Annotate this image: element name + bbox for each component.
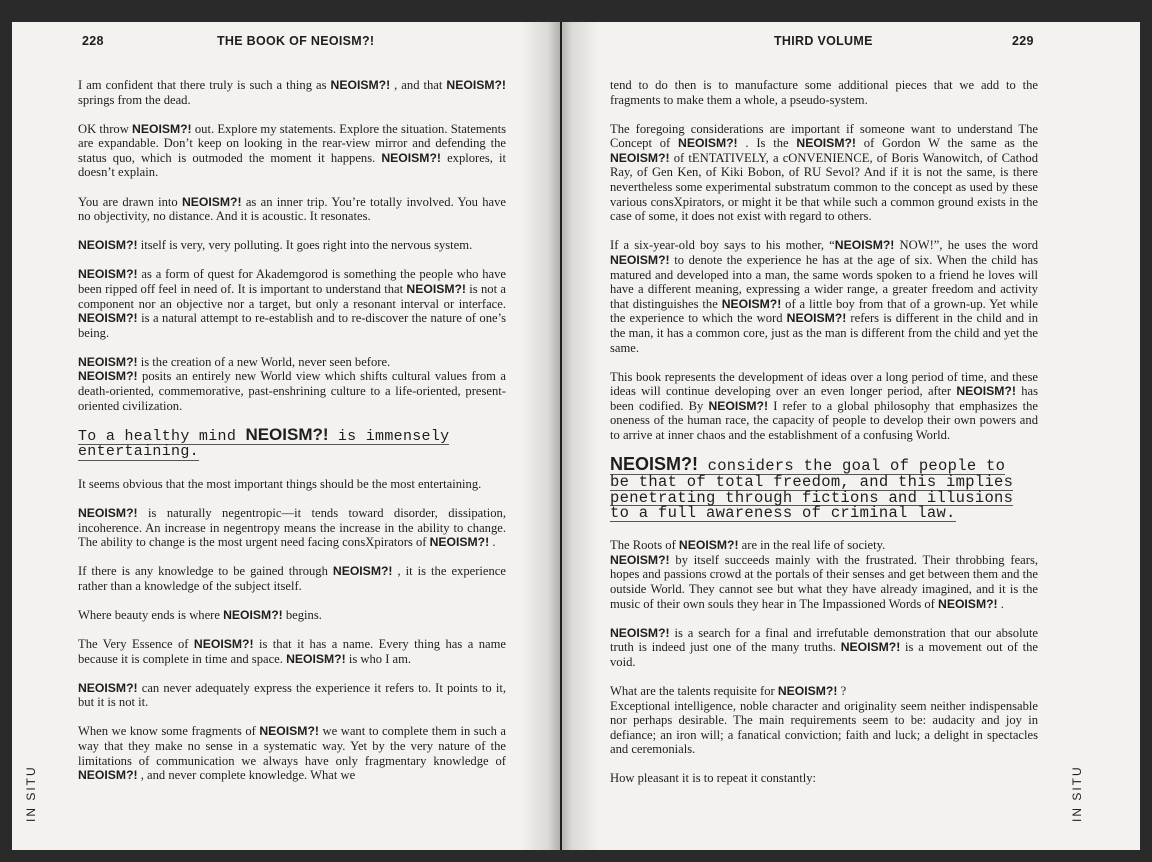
text-run: . [997, 596, 1004, 611]
neoism-term: NEOISM?! [429, 535, 490, 550]
paragraph [610, 626, 1038, 670]
paragraph [78, 608, 506, 623]
neoism-term: NEOISM?! [956, 384, 1016, 399]
page-number-right: 229 [1012, 34, 1034, 48]
text-run: The Roots of [610, 538, 679, 553]
text-run: . Is the [737, 136, 797, 151]
neoism-term: NEOISM?! [223, 607, 283, 622]
text-run: is a movement out of the void. [610, 640, 1038, 669]
mono-quote-line-2: entertaining. [78, 443, 199, 461]
text-run: NOW!”, he uses the word [894, 238, 1038, 253]
text-run: The Very Essence of [78, 637, 194, 652]
running-title-left: THE BOOK OF NEOISM?! [217, 34, 375, 48]
text-run: is naturally negentropic—it tends toward disorder, dissipation, incoherence. An increase in negentropy means the increase in the ability to change. The ability to change is the most urgent need facing consXpirators of [78, 505, 506, 550]
neoism-term: NEOISM?! [610, 552, 670, 567]
text-run: is who I am. [345, 651, 412, 666]
mono-block-line-2: be that of total freedom, and this implies [610, 472, 1014, 491]
neoism-term: NEOISM?! [610, 150, 670, 165]
text-run: This book represents the development of ideas over a long period of time, and these ideas will continue developing over an even longer period, after [610, 369, 1038, 399]
text-run: we want to complete them in such a way that they make no sense in a systematic way. Yet by the very nature of the limitations of communication we always have only fragmentary knowledge of [78, 724, 506, 768]
neoism-term: NEOISM?! [708, 398, 769, 413]
side-label-right: IN SITU [1070, 765, 1084, 822]
paragraph [78, 267, 506, 340]
text-run: The foregoing considerations are important if someone want to understand The Concept of [610, 121, 1038, 151]
right-page [562, 22, 1140, 850]
neoism-term: NEOISM?! [777, 684, 838, 698]
neoism-term: NEOISM?! [406, 281, 466, 296]
paragraph [610, 684, 1038, 757]
text-run: How pleasant it is to repeat it constantly: [610, 771, 817, 786]
neoism-term: NEOISM?! [834, 238, 895, 253]
paragraph [610, 122, 1038, 224]
text-run: is the creation of a new World, never seen before. [137, 354, 391, 369]
text-run: has been codified. By [610, 384, 1039, 413]
neoism-term: NEOISM?! [78, 768, 138, 783]
text-run: . [489, 535, 496, 550]
text-run: explores, it doesn’t explain. [78, 150, 507, 180]
page-number-left: 228 [82, 34, 104, 48]
text-run: If there is any knowledge to be gained through [78, 564, 333, 579]
paragraph [78, 355, 506, 413]
text-run: of Gordon W the same as the [855, 136, 1038, 151]
text-run: is that it has a name. Every thing has a name because it is complete in time and space. [78, 637, 506, 666]
text-run: OK throw [78, 121, 133, 136]
mono-quote-line-1: To a healthy mind NEOISM?! is immensely [78, 424, 450, 445]
text-run: If a six-year-old boy says to his mother, “ [610, 238, 835, 253]
paragraph [78, 477, 506, 492]
text-run: tend to do then is to manufacture some additional pieces that we add to the fragments to make them a whole, a pseudo-system. [610, 78, 1038, 107]
mono-block-line-3: penetrating through fictions and illusions [610, 488, 1014, 507]
paragraph [78, 637, 506, 666]
paragraph [78, 681, 506, 710]
neoism-term: NEOISM?! [78, 505, 138, 520]
text-run: can never adequately express the experience it refers to. It points to it, but it is not it. [78, 680, 506, 710]
paragraph [78, 195, 506, 224]
neoism-term: NEOISM?! [78, 267, 138, 282]
text-run: are in the real life of society. [738, 538, 886, 553]
right-mono-quote [610, 454, 1038, 523]
text-run: , and never complete knowledge. What we [137, 768, 356, 783]
left-paragraphs [78, 78, 506, 413]
text-run: What are the talents requisite for [610, 684, 778, 698]
neoism-term: NEOISM?! [259, 724, 319, 739]
text-run: as a form of quest for Akademgorod is something the people who have been ripped off feel in need of. It is important to understand that [78, 267, 506, 296]
text-run: Where beauty ends is where [78, 607, 224, 622]
neoism-term: NEOISM?! [332, 564, 393, 579]
neoism-term: NEOISM?! [938, 596, 998, 611]
left-page [12, 22, 560, 850]
right-paragraphs [610, 78, 1038, 443]
mono-block-line-4: to a full awareness of criminal law. [610, 504, 956, 523]
neoism-term: NEOISM?! [78, 238, 138, 253]
left-mono-quote [78, 424, 506, 461]
neoism-term: NEOISM?! [796, 136, 856, 151]
neoism-term: NEOISM?! [193, 637, 254, 652]
neoism-term: NEOISM?! [678, 538, 739, 553]
neoism-term: NEOISM?! [286, 651, 346, 666]
text-run: as an inner trip. You’re totally involved. You have no objectivity, no distance. And it is acoustic. It resonates. [78, 194, 506, 224]
text-run: of a little boy from that of a grown-up. Yet while the experience to which the word [610, 296, 1038, 326]
neoism-term: NEOISM?! [181, 194, 242, 209]
text-run: I am confident that there truly is such a thing as [78, 78, 331, 92]
side-label-left: IN SITU [24, 765, 38, 822]
neoism-term: NEOISM?! [132, 121, 192, 136]
neoism-term: NEOISM?! [840, 640, 901, 655]
neoism-term: NEOISM?! [78, 354, 138, 369]
text-run: by itself succeeds mainly with the frustrated. Their throbbing fears, hopes and passions crowd at the portals of their senses and get between them and the outside World. They cannot see but what they have already imagined, and it is the music of their own souls they hear in The Impassioned Words of [610, 552, 1038, 611]
text-run: When we know some fragments of [78, 724, 260, 739]
text-run: is not a component nor an objective nor a target, but only a resonant interval or interface. [78, 281, 506, 311]
text-run: posits an entirely new World view which shifts cultural values from a death-oriented, commemorative, past-enshrining culture to a life-oriented, present-oriented civilization. [78, 369, 506, 413]
text-run: Exceptional intelligence, noble character and originality seem neither indispensable nor perhaps desirable. The main requirements seem to be: audacity and joy in defiance; an iron will; a fanatical conviction; faith and luck; a delight in spectacles and ceremonials. [610, 698, 1038, 757]
text-run: You are drawn into [78, 194, 182, 209]
text-run: out. Explore my statements. Explore the situation. Statements are expandable. Don’t keep on looking in the rear-view mirror and defending the status quo, which is outmoded the moment it happens. [78, 121, 506, 165]
text-run: is a search for a final and irrefutable demonstration that our absolute truth is indeed just one of the many truths. [610, 625, 1038, 655]
text-run: , and that [390, 78, 447, 92]
paragraph [78, 724, 506, 782]
paragraph [78, 238, 506, 253]
mono-block-line-1: NEOISM?! considers the goal of people to [610, 454, 1006, 476]
paragraph [610, 238, 1038, 355]
neoism-term: NEOISM?! [678, 136, 738, 151]
text-run: ? [837, 684, 847, 698]
text-run: It seems obvious that the most important things should be the most entertaining. [78, 476, 482, 491]
neoism-term: NEOISM?! [78, 680, 138, 695]
neoism-term: NEOISM?! [381, 150, 441, 165]
neoism-term: NEOISM?! [78, 369, 138, 384]
neoism-term: NEOISM?! [330, 78, 391, 92]
paragraph [610, 538, 1038, 611]
left-text-column [78, 78, 506, 797]
text-run: is a natural attempt to re-establish and to re-discover the nature of one’s being. [78, 311, 506, 340]
neoism-term: NEOISM?! [721, 296, 782, 311]
left-paragraphs-2 [78, 477, 506, 783]
right-paragraphs-2 [610, 538, 1038, 786]
right-text-column [610, 78, 1038, 801]
paragraph [610, 370, 1038, 443]
neoism-term: NEOISM?! [786, 311, 847, 326]
neoism-term: NEOISM?! [610, 252, 670, 267]
running-title-right: THIRD VOLUME [774, 34, 873, 48]
text-run: I refer to a global philosophy that emphasizes the oneness of the human race, the capacity of people to develop their own powers and to arrive at inner chaos and the establishment of a confusing World. [610, 398, 1038, 442]
paragraph [78, 122, 506, 180]
text-run: refers is different in the child and in the man, it has a common core, just as the man is different from the child and yet the same. [610, 311, 1038, 355]
text-run: to denote the experience he has at the age of six. When the child has matured and developed into a man, the same words spoken to a friend he loves will have a different meaning, expressing a wider range, a greater freedom and activity that distinguishes the [610, 252, 1038, 311]
paragraph [78, 78, 506, 107]
paragraph [610, 771, 1038, 786]
paragraph [78, 564, 506, 593]
text-run: itself is very, very polluting. It goes right into the nervous system. [137, 238, 473, 253]
paragraph [610, 78, 1038, 107]
text-run: of tENTATIVELY, a cONVENIENCE, of Boris Wanowitch, of Cathod Ray, of Gen Ken, of Kiki Bobon, of RU Sevol? And if it is not the same, is there nevertheless some experimental substratum common to the concept as used by these various consXpirators, or might it be that while such a common ground exists in the case of some, it does not exist with regard to others. [610, 150, 1038, 224]
text-run: begins. [282, 607, 322, 622]
paragraph [78, 506, 506, 550]
text-run: springs from the dead. [78, 92, 191, 107]
neoism-term: NEOISM?! [78, 311, 138, 326]
neoism-term: NEOISM?! [610, 625, 670, 640]
neoism-term: NEOISM?! [446, 78, 506, 92]
text-run: , it is the experience rather than a knowledge of the subject itself. [78, 564, 506, 593]
